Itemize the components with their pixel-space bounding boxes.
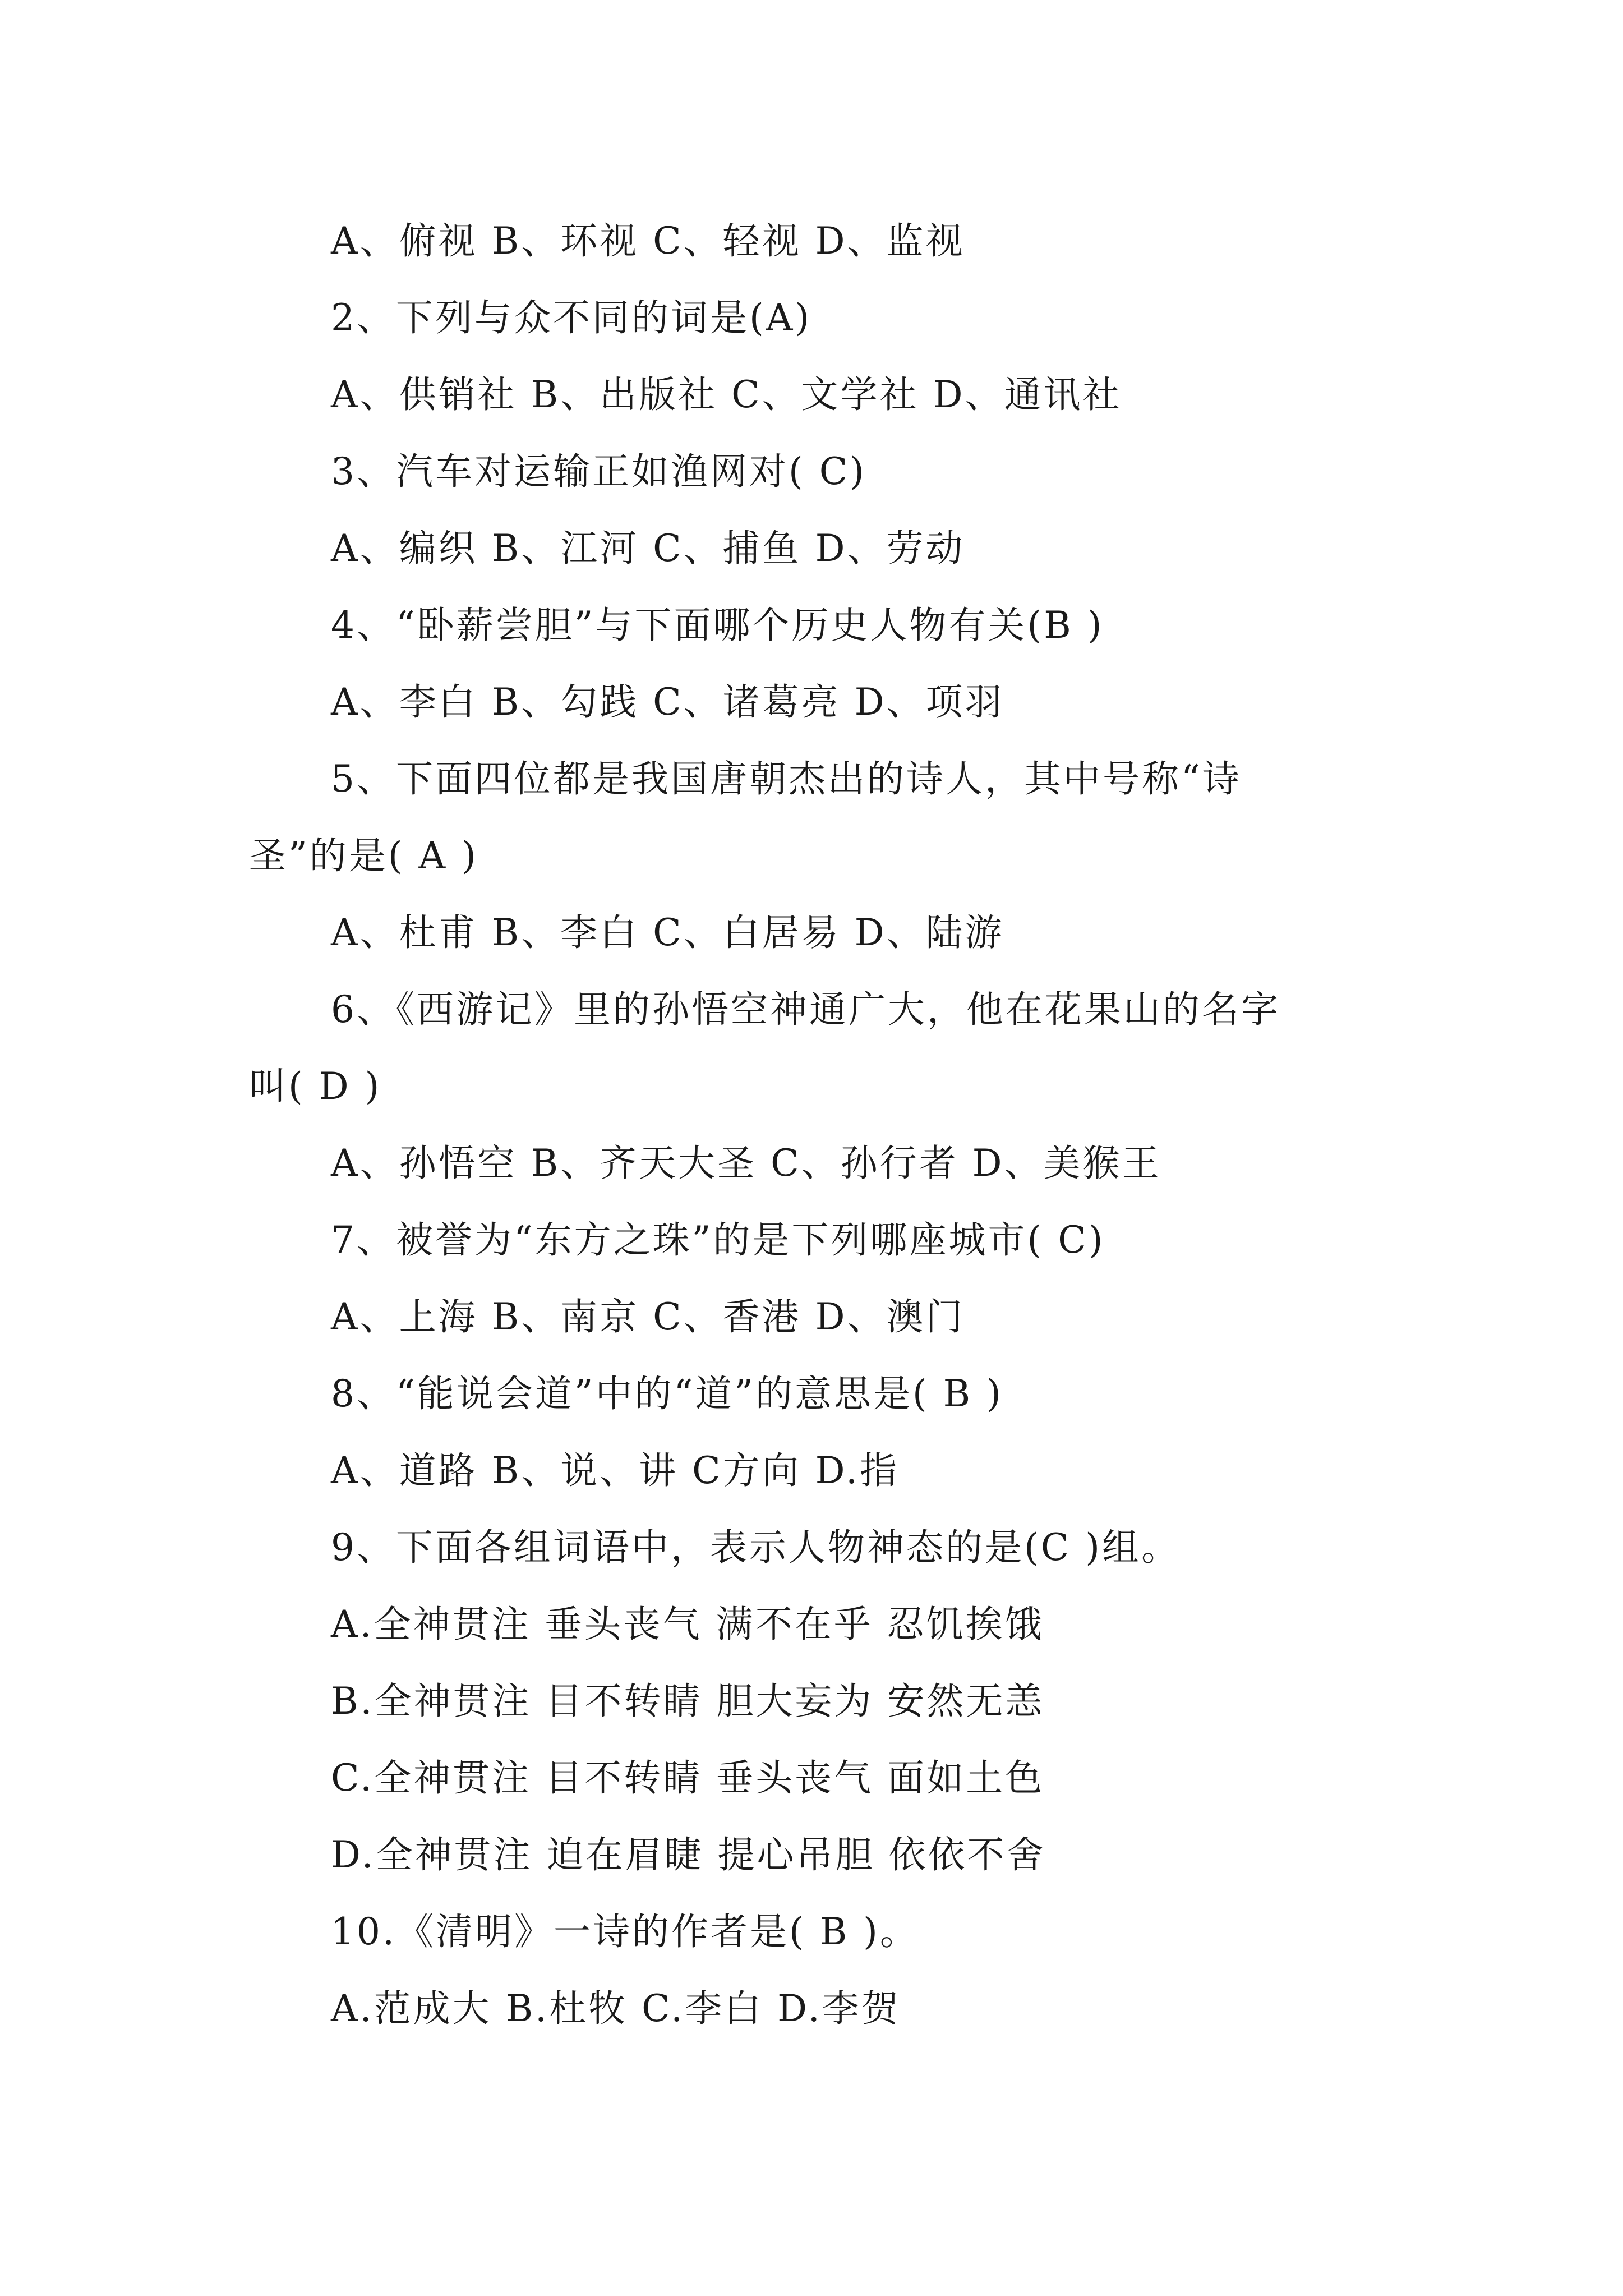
q6-question-cont: 叫( D ) <box>249 1065 382 1108</box>
q7-question: 7、被誉为“东方之珠”的是下列哪座城市( C) <box>331 1218 1105 1262</box>
q9-option-b: B.全神贯注 目不转睛 胆大妄为 安然无恙 <box>331 1680 1045 1723</box>
q6-options: A、孙悟空 B、齐天大圣 C、孙行者 D、美猴王 <box>331 1142 1161 1185</box>
q4-question: 4、“卧薪尝胆”与下面哪个历史人物有关(B ) <box>331 604 1104 647</box>
q9-option-c: C.全神贯注 目不转睛 垂头丧气 面如土色 <box>331 1756 1045 1800</box>
q8-options: A、道路 B、说、讲 C方向 D.指 <box>331 1449 900 1492</box>
q8-question: 8、“能说会道”中的“道”的意思是( B ) <box>331 1372 1003 1415</box>
q6-question: 6、《西游记》里的孙悟空神通广大，他在花果山的名字 <box>331 988 1280 1031</box>
q3-question: 3、汽车对运输正如渔网对( C) <box>331 450 866 493</box>
q10-options: A.范成大 B.杜牧 C.李白 D.李贺 <box>331 1987 901 2030</box>
q9-option-d: D.全神贯注 迫在眉睫 提心吊胆 依依不舍 <box>331 1833 1046 1876</box>
q2-question: 2、下列与众不同的词是(A) <box>331 296 812 339</box>
q9-option-a: A.全神贯注 垂头丧气 满不在乎 忍饥挨饿 <box>331 1603 1044 1646</box>
q5-question-cont: 圣”的是( A ) <box>249 834 478 877</box>
q5-question: 5、下面四位都是我国唐朝杰出的诗人，其中号称“诗 <box>331 757 1242 800</box>
q3-options: A、编织 B、江河 C、捕鱼 D、劳动 <box>331 527 965 570</box>
q5-options: A、杜甫 B、李白 C、白居易 D、陆游 <box>331 911 1004 954</box>
q1-options: A、俯视 B、环视 C、轻视 D、监视 <box>331 219 965 263</box>
q7-options: A、上海 B、南京 C、香港 D、澳门 <box>331 1295 965 1338</box>
q2-options: A、供销社 B、出版社 C、文学社 D、通讯社 <box>331 373 1122 416</box>
q10-question: 10.《清明》一诗的作者是( B )。 <box>331 1910 919 1953</box>
q9-question: 9、下面各组词语中，表示人物神态的是(C )组。 <box>331 1526 1181 1569</box>
q4-options: A、李白 B、勾践 C、诸葛亮 D、项羽 <box>331 680 1004 724</box>
